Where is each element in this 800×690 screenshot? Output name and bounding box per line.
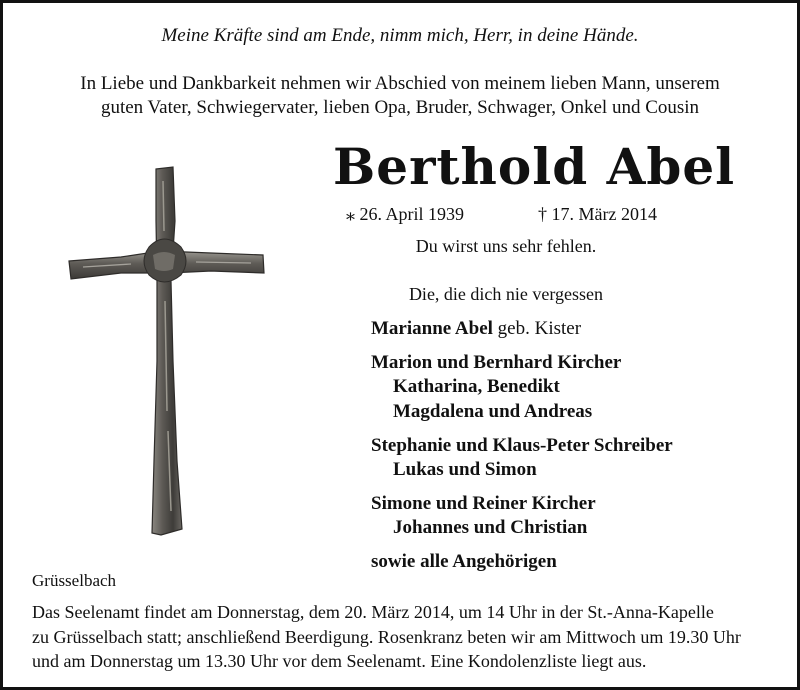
family-group-children: Magdalena und Andreas xyxy=(393,401,593,422)
cross-icon xyxy=(61,161,269,543)
family-group-children: Johannes und Christian xyxy=(393,517,588,538)
intro-line: guten Vater, Schwiegervater, lieben Opa, Bruder, Schwager, Onkel und Cousin xyxy=(100,97,700,118)
place-name: Grüsselbach xyxy=(32,571,117,590)
family-member-wife xyxy=(371,317,581,341)
farewell-line: Du wirst uns sehr fehlen. xyxy=(415,236,597,256)
death-date: † 17. März 2014 xyxy=(538,204,657,224)
intro-line: In Liebe und Dankbarkeit nehmen wir Abschied von meinem lieben Mann, unserem xyxy=(80,73,720,94)
family-group-head: Simone und Reiner Kircher xyxy=(371,493,596,514)
service-line: Das Seelenamt findet am Donnerstag, dem 20. März 2014, um 14 Uhr in der St.-Anna-Kapelle xyxy=(32,602,714,622)
other-relatives: sowie alle Angehörigen xyxy=(371,551,557,572)
deceased-name: Berthold Abel xyxy=(333,137,736,196)
family-group-children: Lukas und Simon xyxy=(393,459,537,480)
birth-date: ⁎ 26. April 1939 xyxy=(346,204,465,224)
family-group-children: Katharina, Benedikt xyxy=(393,376,560,397)
wife-name: Marianne Abel xyxy=(371,318,493,339)
family-group-head: Stephanie und Klaus-Peter Schreiber xyxy=(371,435,673,456)
service-details xyxy=(32,600,741,674)
service-line: und am Donnerstag um 13.30 Uhr vor dem Seelenamt. Eine Kondolenzliste liegt aus. xyxy=(32,651,647,671)
wife-maiden-name: geb. Kister xyxy=(497,318,582,339)
service-line: zu Grüsselbach statt; anschließend Beerdigung. Rosenkranz beten wir am Mittwoch um 19.30 Uhr xyxy=(32,626,741,647)
mourners-intro: Die, die dich nie vergessen xyxy=(408,284,604,304)
intro-text xyxy=(3,72,797,120)
family-group-head: Marion und Bernhard Kircher xyxy=(371,352,622,373)
motto-verse: Meine Kräfte sind am Ende, nimm mich, Herr, in deine Hände. xyxy=(161,25,639,46)
